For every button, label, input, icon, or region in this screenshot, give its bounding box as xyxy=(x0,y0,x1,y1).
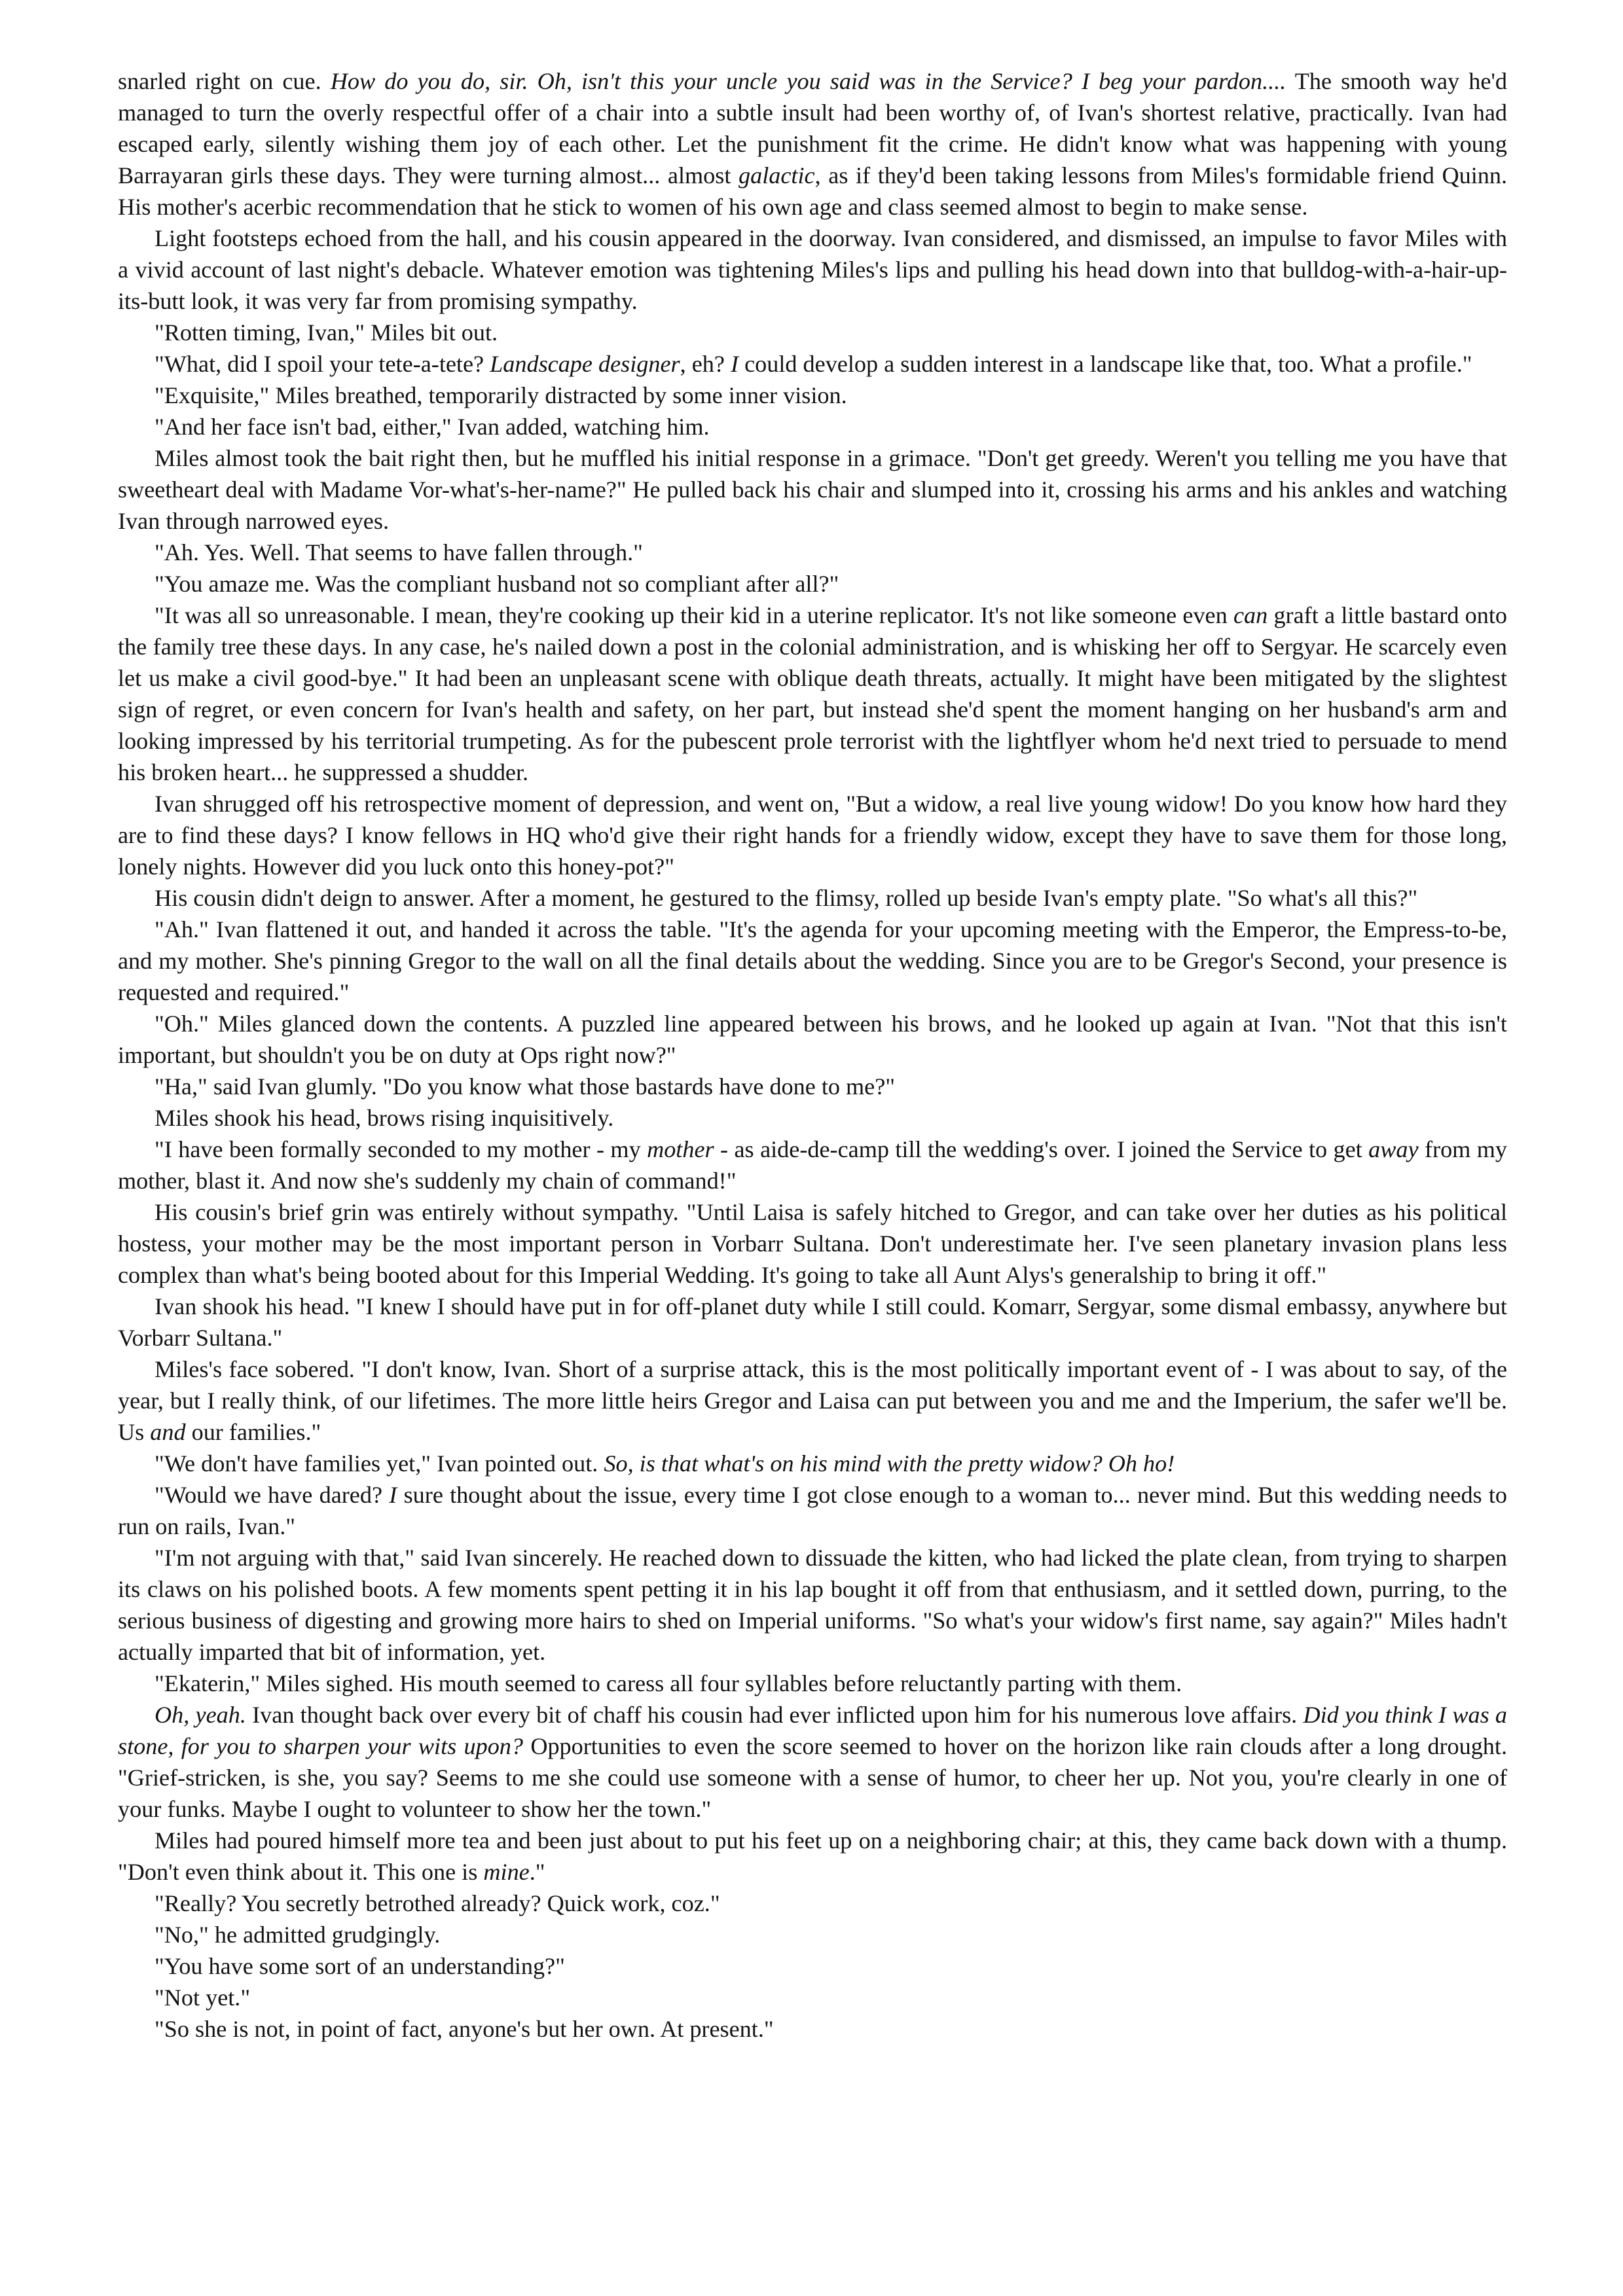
text-run: The smooth way he'd managed to turn the overly respectful offer of a chair into a subtle insult had been worthy of, of Ivan's shortest relative, practically. Ivan had escaped early, silently wishing them joy of each other. Let the punishment fit the crime. He didn't know what was happening with young Barrayaran girls these days. They were turning almost... almost xyxy=(118,68,1507,188)
text-run: "Ah. Yes. Well. That seems to have fallen through." xyxy=(155,539,643,565)
italic-text-run: So, is that what's on his mind with the pretty widow? Oh ho! xyxy=(604,1450,1175,1477)
italic-text-run: How do you do, sir. Oh, isn't this your uncle you said was in the Service? I beg your pardon.... xyxy=(330,68,1286,94)
text-run: , as if they'd been taking lessons from Miles's formidable friend Quinn. His mother's acerbic recommendation that he stick to women of his own age and class seemed almost to begin to make sense. xyxy=(118,162,1507,220)
text-run: "You have some sort of an understanding?" xyxy=(155,1953,565,1979)
text-run: "I have been formally seconded to my mother - my xyxy=(155,1136,647,1162)
body-paragraph xyxy=(118,1699,1507,1825)
body-paragraph xyxy=(118,317,1507,348)
text-run: Miles had poured himself more tea and been just about to put his feet up on a neighboring chair; at this, they came back down with a thump. "Don't even think about it. This one is xyxy=(118,1827,1507,1885)
text-run: Opportunities to even the score seemed to hover on the horizon like rain clouds after a long drought. "Grief-stricken, is she, you say? Seems to me she could use someone with a sense of humor, to cheer her up. Not you, you're clearly in one of your funks. Maybe I ought to volunteer to show her the town." xyxy=(118,1733,1507,1822)
text-run: "Would we have dared? xyxy=(155,1482,390,1508)
italic-text-run: Oh, yeah. xyxy=(155,1702,246,1728)
text-run: "Ha," said Ivan glumly. "Do you know what those bastards have done to me?" xyxy=(155,1073,896,1100)
text-run: Miles's face sobered. "I don't know, Ivan. Short of a surprise attack, this is the most politically important event of - I was about to say, of the year, but I really think, of our lifetimes. The more little heirs Gregor and Laisa can put between you and me and the Imperium, the safer we'll be. Us xyxy=(118,1356,1507,1445)
body-paragraph xyxy=(118,2013,1507,2045)
italic-text-run: and xyxy=(150,1419,186,1445)
text-run: "Really? You secretly betrothed already? Quick work, coz." xyxy=(155,1890,720,1916)
text-run: Light footsteps echoed from the hall, and his cousin appeared in the doorway. Ivan considered, and dismissed, an impulse to favor Miles with a vivid account of last night's debacle. Whatever emotion was tightening Miles's lips and pulling his head down into that bulldog-with-a-hair-up-its-butt look, it was very far from promising sympathy. xyxy=(118,225,1507,314)
text-run: - as aide-de-camp till the wedding's over. I joined the Service to get xyxy=(714,1136,1369,1162)
body-paragraph xyxy=(118,223,1507,317)
body-paragraph xyxy=(118,442,1507,537)
text-run: our families." xyxy=(185,1419,321,1445)
document-page xyxy=(118,65,1507,2045)
body-paragraph xyxy=(118,1825,1507,1888)
text-run: "Oh." Miles glanced down the contents. A puzzled line appeared between his brows, and he looked up again at Ivan. "Not that this isn't important, but shouldn't you be on duty at Ops right now?" xyxy=(118,1011,1507,1068)
text-run: "So she is not, in point of fact, anyone's but her own. At present." xyxy=(155,2016,774,2042)
text-run: "Not yet." xyxy=(155,1984,251,2011)
text-run: snarled right on cue. xyxy=(118,68,331,94)
text-run: Miles shook his head, brows rising inquisitively. xyxy=(155,1105,614,1131)
text-run: Ivan shrugged off his retrospective moment of depression, and went on, "But a widow, a real live young widow! Do you know how hard they are to find these days? I know fellows in HQ who'd give their right hands for a friendly widow, except they have to save them for those long, lonely nights. However did you luck onto this honey-pot?" xyxy=(118,791,1507,880)
italic-text-run: mother xyxy=(647,1136,714,1162)
body-paragraph xyxy=(118,1071,1507,1102)
italic-text-run: can xyxy=(1233,602,1268,628)
italic-text-run: I xyxy=(731,351,739,377)
text-run: "You amaze me. Was the compliant husband not so compliant after all?" xyxy=(155,571,839,597)
body-paragraph xyxy=(118,1354,1507,1448)
body-paragraph xyxy=(118,1102,1507,1134)
body-paragraph xyxy=(118,1448,1507,1479)
text-run: from my mother, blast it. And now she's suddenly my chain of command!" xyxy=(118,1136,1507,1194)
text-run: "Ah." Ivan flattened it out, and handed it across the table. "It's the agenda for your upcoming meeting with the Emperor, the Empress-to-be, and my mother. She's pinning Gregor to the wall on all the final details about the wedding. Since you are to be Gregor's Second, your presence is requested and required." xyxy=(118,916,1507,1005)
body-paragraph xyxy=(118,537,1507,568)
text-run: "We don't have families yet," Ivan pointed out. xyxy=(155,1450,604,1477)
text-run: Ivan shook his head. "I knew I should have put in for off-planet duty while I still could. Komarr, Sergyar, some dismal embassy, anywhere but Vorbarr Sultana." xyxy=(118,1293,1507,1351)
text-run: "No," he admitted grudgingly. xyxy=(155,1922,441,1948)
text-run: "Rotten timing, Ivan," Miles bit out. xyxy=(155,319,498,346)
italic-text-run: I xyxy=(389,1482,397,1508)
body-paragraph xyxy=(118,1919,1507,1950)
body-paragraph xyxy=(118,1134,1507,1196)
text-run: "Exquisite," Miles breathed, temporarily distracted by some inner vision. xyxy=(155,382,847,408)
text-run: , eh? xyxy=(680,351,731,377)
text-run: ." xyxy=(529,1859,545,1885)
text-run: His cousin didn't deign to answer. After a moment, he gestured to the flimsy, rolled up beside Ivan's empty plate. "So what's all this?" xyxy=(155,885,1418,911)
body-paragraph xyxy=(118,348,1507,380)
body-paragraph xyxy=(118,65,1507,223)
italic-text-run: galactic xyxy=(739,162,815,188)
italic-text-run: away xyxy=(1368,1136,1419,1162)
body-paragraph xyxy=(118,1196,1507,1291)
body-paragraph xyxy=(118,1542,1507,1668)
body-paragraph xyxy=(118,1950,1507,1982)
text-run: "I'm not arguing with that," said Ivan sincerely. He reached down to dissuade the kitten, who had licked the plate clean, from trying to sharpen its claws on his polished boots. A few moments spent petting it in his lap bought it off from that enthusiasm, and it settled down, purring, to the serious business of digesting and growing more hairs to shed on Imperial uniforms. "So what's your widow's first name, say again?" Miles hadn't actually imparted that bit of information, yet. xyxy=(118,1545,1507,1665)
text-run: "And her face isn't bad, either," Ivan added, watching him. xyxy=(155,414,710,440)
italic-text-run: Did you think I was a stone, for you to sharpen your wits upon? xyxy=(118,1702,1507,1759)
text-run: graft a little bastard onto the family tree these days. In any case, he's nailed down a post in the colonial administration, and is whisking her off to Sergyar. He scarcely even let us make a civil good-bye." It had been an unpleasant scene with oblique death threats, actually. It might have been mitigated by the slightest sign of regret, or even concern for Ivan's health and safety, on her part, but instead she'd spent the moment hanging on her husband's arm and looking impressed by his territorial trumpeting. As for the pubescent prole terrorist with the lightflyer whom he'd next tried to persuade to mend his broken heart... he suppressed a shudder. xyxy=(118,602,1507,785)
body-paragraph xyxy=(118,1982,1507,2013)
body-paragraph xyxy=(118,380,1507,411)
italic-text-run: Landscape designer xyxy=(490,351,680,377)
body-paragraph xyxy=(118,914,1507,1008)
text-run: could develop a sudden interest in a landscape like that, too. What a profile." xyxy=(739,351,1472,377)
body-paragraph xyxy=(118,568,1507,600)
text-run: Miles almost took the bait right then, but he muffled his initial response in a grimace. "Don't get greedy. Weren't you telling me you have that sweetheart deal with Madame Vor-what's-her-name?" He pulled back his chair and slumped into it, crossing his arms and his ankles and watching Ivan through narrowed eyes. xyxy=(118,445,1507,534)
body-paragraph xyxy=(118,1008,1507,1071)
body-paragraph xyxy=(118,1888,1507,1919)
text-run: "What, did I spoil your tete-a-tete? xyxy=(155,351,490,377)
body-paragraph xyxy=(118,882,1507,914)
text-run: His cousin's brief grin was entirely without sympathy. "Until Laisa is safely hitched to Gregor, and can take over her duties as his political hostess, your mother may be the most important person in Vorbarr Sultana. Don't underestimate her. I've seen planetary invasion plans less complex than what's being booted about for this Imperial Wedding. It's going to take all Aunt Alys's generalship to bring it off." xyxy=(118,1199,1507,1288)
body-paragraph xyxy=(118,788,1507,882)
body-paragraph xyxy=(118,411,1507,442)
body-paragraph xyxy=(118,1668,1507,1699)
text-run: sure thought about the issue, every time I got close enough to a woman to... never mind. But this wedding needs to run on rails, Ivan." xyxy=(118,1482,1508,1539)
text-run: "Ekaterin," Miles sighed. His mouth seemed to caress all four syllables before reluctantly parting with them. xyxy=(155,1670,1182,1696)
body-paragraph xyxy=(118,1291,1507,1354)
body-paragraph xyxy=(118,600,1507,788)
text-run: "It was all so unreasonable. I mean, they're cooking up their kid in a uterine replicator. It's not like someone even xyxy=(155,602,1233,628)
body-paragraph xyxy=(118,1479,1507,1542)
text-run: Ivan thought back over every bit of chaff his cousin had ever inflicted upon him for his numerous love affairs. xyxy=(246,1702,1304,1728)
italic-text-run: mine xyxy=(483,1859,530,1885)
